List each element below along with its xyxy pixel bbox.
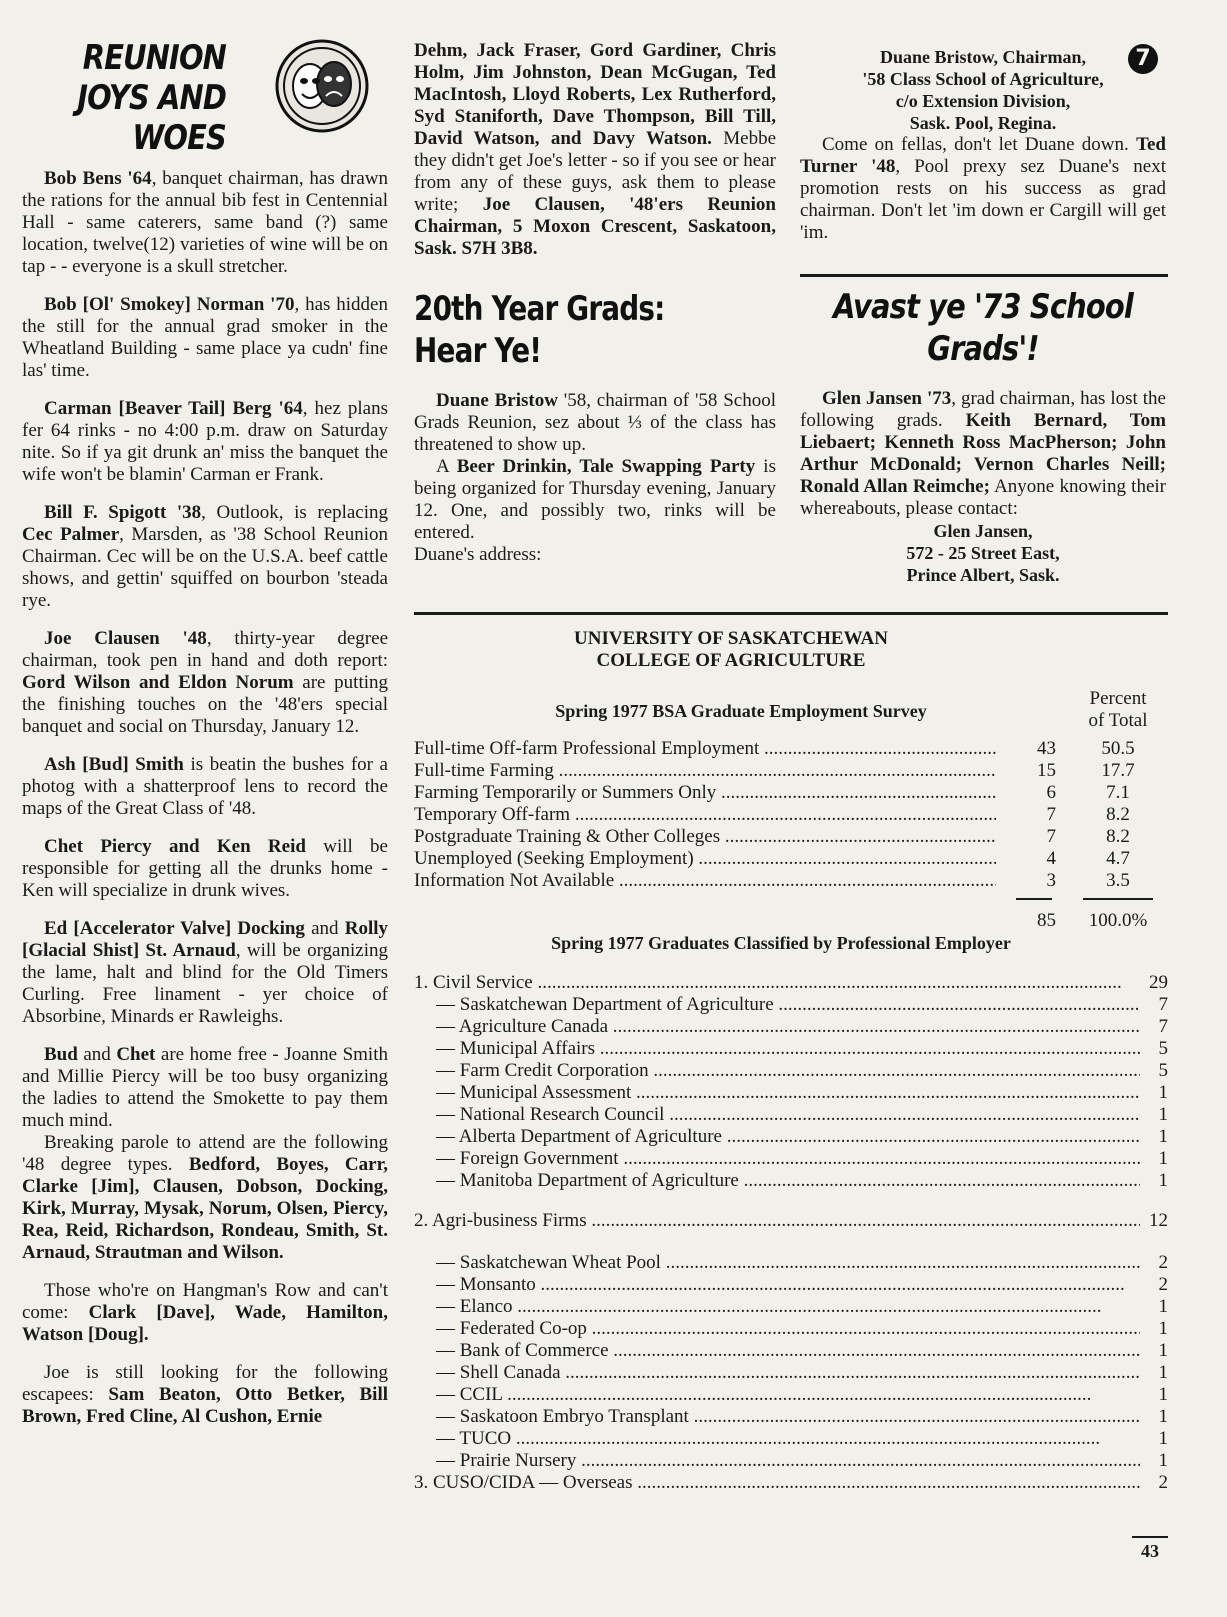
reunion-paragraph: Joe is still looking for the following escapees: Sam Beaton, Otto Betker, Bill Brown, Fred Cline, Al Cushon, Ernie — [22, 1362, 389, 1427]
survey-row-count: 6 — [1046, 782, 1056, 803]
employer-item-label: — Manitoba Department of Agriculture ..... — [436, 1170, 1140, 1192]
employer-item-count: 1 — [1158, 1428, 1168, 1449]
employer-item — [414, 1296, 1168, 1318]
middle-column — [414, 40, 776, 566]
reunion-header — [22, 38, 388, 158]
address-line: Duane Bristow, Chairman, — [879, 47, 1086, 67]
employer-item-count: 2 — [1158, 1274, 1168, 1295]
employer-group — [414, 972, 1168, 994]
reunion-paragraph: Bob [Ol' Smokey] Norman '70, has hidden the still for the annual grad smoker in the Wheatland Building - same place ya cudn' fine las' time. — [22, 294, 388, 381]
survey-row — [414, 738, 1168, 760]
duane-address — [800, 46, 1166, 134]
employer-item-count: 7 — [1158, 994, 1168, 1015]
employer-item-label: — Municipal Assessment ..... — [436, 1082, 1140, 1104]
glen-para: Glen Jansen '73, grad chairman, has lost the following grads. Keith Bernard, Tom Liebaert; Kenneth Ross MacPherson; John Arthur McDonald; Vernon Charles Neill; Ronald Allan Reimche; Anyone knowing their whereabouts, please contact: — [800, 388, 1166, 519]
employer-item — [414, 1082, 1168, 1104]
survey-row-pct: 4.7 — [1106, 848, 1130, 869]
reunion-paragraph: Bill F. Spigott '38, Outlook, is replacing Cec Palmer, Marsden, as '38 School Reunion Chairman. Cec will be on the U.S.A. beef cattle shows, and gettin' squiffed on bourbon 'steada rye. — [22, 502, 389, 611]
avast-section — [800, 286, 1166, 586]
survey-row — [414, 826, 1168, 848]
survey-row-label: Unemployed (Seeking Employment) ..... — [414, 848, 996, 870]
contact-line: Prince Albert, Sask. — [906, 565, 1060, 585]
employer-item — [414, 1274, 1168, 1296]
reunion-column — [22, 38, 388, 1444]
reunion-paragraph: Ash [Bud] Smith is beatin the bushes for a photog with a shatterproof lens to record the maps of the Great Class of '48. — [22, 754, 388, 819]
survey-row-count: 43 — [1037, 738, 1056, 759]
employer-item-count: 1 — [1158, 1170, 1168, 1191]
employer-item — [414, 1362, 1168, 1384]
employer-item-count: 1 — [1158, 1384, 1168, 1405]
employer-item — [414, 1428, 1168, 1450]
employer-item — [414, 1252, 1168, 1274]
twentieth-para-2: A Beer Drinkin, Tale Swapping Party is being organized for Thursday evening, January 12. One, and possibly two, rinks will be entered. — [414, 456, 776, 543]
escapee-list-continued: Dehm, Jack Fraser, Gord Gardiner, Chris Holm, Jim Johnston, Dean McGugan, Ted MacIntosh, Lloyd Roberts, Lex Rutherford, Syd Staniforth, Dave Thompson, Bill Till, David Watson, and Davy Watson. Mebbe they didn't get Joe's letter - so if you see or hear from any of these guys, ask them to please write; Joe Clausen, '48'ers Reunion Chairman, 5 Moxon Crescent, Saskatoon, Sask. S7H 3B8. — [414, 40, 777, 259]
employer-item-label: — Saskatchewan Wheat Pool ..... — [436, 1252, 1140, 1274]
twentieth-para-1: Duane Bristow '58, chairman of '58 School Grads Reunion, sez about ⅓ of the class has threatened to show up. — [414, 390, 776, 455]
employer-item-label: — Farm Credit Corporation ..... — [436, 1060, 1140, 1082]
survey-row-label: Temporary Off-farm ..... — [414, 804, 996, 826]
reunion-paragraph: Carman [Beaver Tail] Berg '64, hez plans fer 64 rinks - no 4:00 p.m. draw on Saturday nite. So if ya git drunk an' miss the banquet the wife won't be blamin' Carman er Frank. — [22, 398, 388, 485]
reunion-paragraph: Bud and Chet are home free - Joanne Smith and Millie Piercy will be too busy organizing the ladies to attend the Smokette to pay them much mind. — [22, 1044, 388, 1131]
survey-header — [414, 688, 1168, 732]
divider-right — [800, 274, 1168, 277]
address-line: Sask. Pool, Regina. — [909, 113, 1057, 133]
divider-survey — [414, 612, 1168, 615]
employer-item-label: — Federated Co-op ..... — [436, 1318, 1140, 1340]
reunion-paragraph: Those who're on Hangman's Row and can't come: Clark [Dave], Wade, Hamilton, Watson [Doug]. — [22, 1280, 388, 1345]
employer-item — [414, 1318, 1168, 1340]
contact-line: Glen Jansen, — [933, 521, 1033, 541]
employer-group — [414, 1472, 1168, 1494]
avast-title-line1: Avast ye '73 School — [833, 287, 1133, 327]
survey-row-pct: 8.2 — [1106, 804, 1130, 825]
survey-row-label: Farming Temporarily or Summers Only ..... — [414, 782, 996, 804]
twentieth-para-3: Duane's address: — [414, 544, 542, 565]
survey-row — [414, 782, 1168, 804]
employer-item-count: 1 — [1158, 1082, 1168, 1103]
survey-row-label: Information Not Available ..... — [414, 870, 996, 892]
reunion-paragraph: Chet Piercy and Ken Reid will be responsible for getting all the drunks home - Ken will specialize in drunk wives. — [22, 836, 388, 901]
survey-total-pct: 100.0% — [1088, 910, 1148, 931]
survey-row-count: 7 — [1046, 804, 1056, 825]
employers-table — [414, 972, 1168, 1494]
employer-item-label: — Municipal Affairs ..... — [436, 1038, 1140, 1060]
employer-group-label: 2. Agri-business Firms ..... — [414, 1210, 1140, 1232]
employer-item — [414, 1170, 1168, 1192]
survey-row-pct: 17.7 — [1101, 760, 1135, 781]
page-number-rule — [1132, 1536, 1168, 1538]
survey-row-label: Postgraduate Training & Other Colleges ..... — [414, 826, 996, 848]
employer-item-label: — Foreign Government ..... — [436, 1148, 1140, 1170]
employer-item — [414, 1060, 1168, 1082]
reunion-paragraphs — [22, 168, 388, 1428]
employer-item-label: — Shell Canada ..... — [436, 1362, 1140, 1384]
employer-item-label: — Monsanto ..... — [436, 1274, 1140, 1296]
employer-item-count: 1 — [1158, 1126, 1168, 1147]
employer-item — [414, 1016, 1168, 1038]
survey-row-label: Full-time Farming ..... — [414, 760, 996, 782]
employer-item — [414, 1148, 1168, 1170]
employer-item-count: 1 — [1158, 1148, 1168, 1169]
survey-row-pct: 50.5 — [1101, 738, 1135, 759]
employer-group-count: 12 — [1149, 1210, 1168, 1231]
university-line2: COLLEGE OF AGRICULTURE — [596, 650, 866, 671]
survey-total-rules — [414, 898, 1168, 900]
reunion-paragraph: Breaking parole to attend are the following '48 degree types. Bedford, Boyes, Carr, Clarke [Jim], Clausen, Dobson, Docking, Kirk, Murray, Mysak, Norum, Olsen, Piercy, Rea, Reid, Richardson, Rondeau, Smith, St. Arnaud, Strautman and Wilson. — [22, 1132, 389, 1263]
survey-row — [414, 804, 1168, 826]
reunion-paragraph: Bob Bens '64, banquet chairman, has drawn the rations for the annual bib fest in Centennial Hall - same caterers, same band (?) same location, twelve(12) varieties of wine will be on tap - - everyone is a skull stretcher. — [22, 168, 389, 277]
employer-item — [414, 1384, 1168, 1406]
twentieth-title-line1: 20th Year Grads: — [414, 289, 665, 329]
survey-row-pct: 7.1 — [1106, 782, 1130, 803]
employer-item — [414, 1104, 1168, 1126]
employer-item-label: — Bank of Commerce ..... — [436, 1340, 1140, 1362]
employer-group-count: 29 — [1149, 972, 1168, 993]
twentieth-title-line2: Hear Ye! — [414, 331, 542, 371]
employer-item-count: 1 — [1158, 1340, 1168, 1361]
employer-item-count: 1 — [1158, 1450, 1168, 1471]
right-column — [800, 42, 1166, 260]
page-badge-icon: 7 — [1128, 44, 1158, 74]
glen-contact — [800, 520, 1166, 586]
employer-item — [414, 994, 1168, 1016]
employer-item-count: 1 — [1158, 1104, 1168, 1125]
address-line: c/o Extension Division, — [895, 91, 1071, 111]
employer-item-count: 1 — [1158, 1406, 1168, 1427]
survey-title: Spring 1977 BSA Graduate Employment Survey — [555, 701, 927, 721]
survey-row-pct: 3.5 — [1106, 870, 1130, 891]
survey-row — [414, 760, 1168, 782]
employer-item-count: 5 — [1158, 1038, 1168, 1059]
employer-group — [414, 1210, 1168, 1232]
survey-row — [414, 870, 1168, 892]
employer-item — [414, 1340, 1168, 1362]
survey-row-count: 3 — [1046, 870, 1056, 891]
survey-total-count: 85 — [1037, 910, 1056, 931]
reunion-title: REUNION JOYS AND WOES — [77, 38, 226, 158]
employer-item-label: — Elanco ..... — [436, 1296, 1140, 1318]
survey-total-row — [414, 910, 1168, 932]
employer-item — [414, 1406, 1168, 1428]
reunion-paragraph: Joe Clausen '48, thirty-year degree chairman, took pen in hand and doth report: Gord Wilson and Eldon Norum are putting the finishing touches on the '48'ers special banquet and social on Thursday, January 12. — [22, 628, 388, 737]
employer-item-label: — National Research Council ..... — [436, 1104, 1140, 1126]
employer-item — [414, 1126, 1168, 1148]
employer-group-count: 2 — [1158, 1472, 1168, 1493]
page-number: 43 — [1141, 1541, 1159, 1561]
survey-row-label: Full-time Off-farm Professional Employment ..... — [414, 738, 996, 760]
duane-para: Come on fellas, don't let Duane down. Ted Turner '48, Pool prexy sez Duane's next promotion rests on his success as grad chairman. Don't let 'im down er Cargill will get 'im. — [800, 134, 1166, 243]
address-line: '58 Class School of Agriculture, — [862, 69, 1104, 89]
pct-header-2: of Total — [1088, 710, 1148, 731]
university-line1: UNIVERSITY OF SASKATCHEWAN — [574, 628, 888, 649]
avast-title-line2: Grads'! — [927, 329, 1039, 369]
employer-item-label: — TUCO ..... — [436, 1428, 1140, 1450]
survey-row-pct: 8.2 — [1106, 826, 1130, 847]
employer-item-count: 5 — [1158, 1060, 1168, 1081]
employer-item-count: 1 — [1158, 1362, 1168, 1383]
employer-item-label: — Saskatoon Embryo Transplant ..... — [436, 1406, 1140, 1428]
employer-item — [414, 1038, 1168, 1060]
employer-group-label: 3. CUSO/CIDA — Overseas ..... — [414, 1472, 1140, 1494]
survey-section — [414, 628, 1168, 1494]
employer-group-label: 1. Civil Service ..... — [414, 972, 1140, 994]
employer-item-label: — Saskatchewan Department of Agriculture ..... — [436, 994, 1140, 1016]
contact-line: 572 - 25 Street East, — [906, 543, 1060, 563]
employer-item-label: — Agriculture Canada ..... — [436, 1016, 1140, 1038]
survey-table — [414, 738, 1168, 892]
pct-header-1: Percent — [1089, 688, 1147, 709]
employer-item-label: — Alberta Department of Agriculture ..... — [436, 1126, 1140, 1148]
theatre-masks-icon — [274, 38, 370, 134]
survey-row-count: 7 — [1046, 826, 1056, 847]
reunion-paragraph: Ed [Accelerator Valve] Docking and Rolly [Glacial Shist] St. Arnaud, will be organizing the lame, halt and blind for the Old Timers Curling. Free linament - yer choice of Absorbine, Minards er Rawleighs. — [22, 918, 389, 1027]
survey-row-count: 4 — [1046, 848, 1056, 869]
employers-title: Spring 1977 Graduates Classified by Professional Employer — [551, 933, 1011, 953]
employer-item-count: 7 — [1158, 1016, 1168, 1037]
twentieth-year-headline — [414, 288, 776, 372]
survey-row-count: 15 — [1037, 760, 1056, 781]
employer-item-count: 1 — [1158, 1296, 1168, 1317]
employer-item — [414, 1450, 1168, 1472]
employer-item-count: 2 — [1158, 1252, 1168, 1273]
employer-item-label: — Prairie Nursery ..... — [436, 1450, 1140, 1472]
survey-row — [414, 848, 1168, 870]
employer-item-label: — CCIL ..... — [436, 1384, 1140, 1406]
employer-item-count: 1 — [1158, 1318, 1168, 1339]
